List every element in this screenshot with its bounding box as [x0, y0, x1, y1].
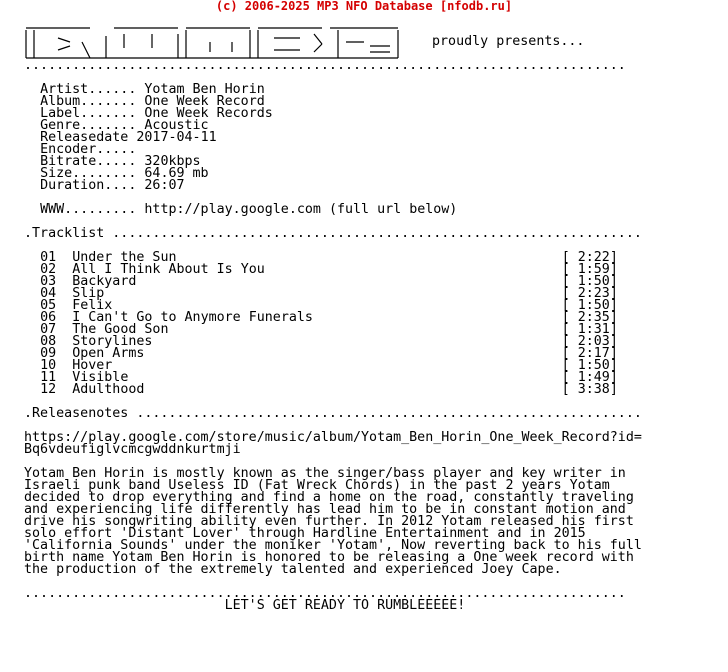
releasenotes-line: birth name Yotam Ben Horin is honored to be releasing a One week record with	[24, 550, 634, 565]
release-url-line-2: Bq6vdeufiglvcmcgwddnkurtmji	[24, 442, 241, 457]
track-duration: [ 1:59]	[561, 262, 618, 277]
releasenotes-body	[24, 468, 642, 576]
track-number: 01	[40, 250, 57, 265]
divider-bottom: ...........................................................................	[24, 586, 626, 601]
album-value: One Week Record	[144, 94, 265, 109]
track-number: 04	[40, 286, 57, 301]
track-duration: [ 3:38]	[561, 382, 618, 397]
track-title: Open Arms	[72, 346, 145, 361]
releasenotes-line: decided to drop everything and find a home on the road, constantly traveling	[24, 490, 634, 505]
duration-value: 26:07	[144, 178, 185, 193]
releasedate-label: Releasedate	[40, 130, 129, 145]
track-duration: [ 1:49]	[561, 370, 618, 385]
track-number: 12	[40, 382, 57, 397]
track-number: 06	[40, 310, 57, 325]
track-duration: [ 1:50]	[561, 274, 618, 289]
size-label: Size........	[40, 166, 137, 181]
track-title: Storylines	[72, 334, 153, 349]
track-duration: [ 2:17]	[561, 346, 618, 361]
track-duration: [ 1:50]	[561, 358, 618, 373]
www-label: WWW.........	[40, 202, 137, 217]
encoder-label: Encoder.....	[40, 142, 137, 157]
bitrate-label: Bitrate.....	[40, 154, 137, 169]
divider-top: ...........................................................................	[24, 58, 626, 73]
label-label: Label.......	[40, 106, 137, 121]
www-value: http://play.google.com (full url below)	[144, 202, 458, 217]
proudly-presents-text: proudly presents...	[432, 34, 585, 49]
releasedate-value: 2017-04-11	[136, 130, 217, 145]
track-duration: [ 2:03]	[561, 334, 618, 349]
releasenotes-line: and experiencing life differently has lead him to be in constant motion and	[24, 502, 626, 517]
www-row	[24, 204, 642, 216]
track-number: 07	[40, 322, 57, 337]
track-duration: [ 1:50]	[561, 298, 618, 313]
artist-label: Artist......	[40, 82, 137, 97]
track-title: All I Think About Is You	[72, 262, 265, 277]
track-duration: [ 2:23]	[561, 286, 618, 301]
track-number: 11	[40, 370, 57, 385]
size-value: 64.69 mb	[144, 166, 209, 181]
releasenotes-line: Yotam Ben Horin is mostly known as the singer/bass player and key writer in	[24, 466, 626, 481]
duration-row	[24, 180, 642, 192]
release-url-line-1: https://play.google.com/store/music/album/Yotam_Ben_Horin_One_Week_Record?id=	[24, 430, 642, 445]
genre-value: Acoustic	[144, 118, 209, 133]
duration-label: Duration....	[40, 178, 137, 193]
track-title: Slip	[72, 286, 105, 301]
track-number: 09	[40, 346, 57, 361]
copyright-header: (c) 2006-2025 MP3 NFO Database [nfodb.ru]	[215, 0, 513, 13]
track-duration: [ 2:22]	[561, 250, 618, 265]
nfo-body	[24, 12, 642, 612]
track-duration: [ 2:35]	[561, 310, 618, 325]
track-title: Visible	[72, 370, 129, 385]
releasenotes-line: the production of the extremely talented and experienced Joey Cape.	[24, 562, 562, 577]
releasenotes-line: Israeli punk band Useless ID (Fat Wreck Chords) in the past 2 years Yotam	[24, 478, 610, 493]
closing-line	[24, 600, 642, 612]
track-number: 08	[40, 334, 57, 349]
label-value: One Week Records	[144, 106, 273, 121]
releasenotes-heading: .Releasenotes ...............................................................	[24, 406, 642, 421]
genre-label: Genre.......	[40, 118, 137, 133]
track-title: Under the Sun	[72, 250, 177, 265]
track-title: Adulthood	[72, 382, 145, 397]
track-number: 05	[40, 298, 57, 313]
track-title: Felix	[72, 298, 113, 313]
releasenotes-line: 'California Sounds' under the moniker 'Yotam', Now reverting back to his full	[24, 538, 642, 553]
track-number: 02	[40, 262, 57, 277]
track-number: 03	[40, 274, 57, 289]
track-row	[24, 384, 642, 396]
closing-text: LET'S GET READY TO RUMBLEEEEE!	[224, 598, 466, 613]
tracklist-heading: .Tracklist ..................................................................	[24, 226, 642, 241]
track-number: 10	[40, 358, 57, 373]
releasenotes-line: solo effort 'Distant Lover' through Hardline Entertainment and in 2015	[24, 526, 586, 541]
track-title: I Can't Go to Anymore Funerals	[72, 310, 313, 325]
track-title: The Good Son	[72, 322, 169, 337]
releasenotes-line: drive his songwriting ability even further. In 2012 Yotam released his first	[24, 514, 634, 529]
track-title: Hover	[72, 358, 113, 373]
album-label: Album.......	[40, 94, 137, 109]
tracklist	[24, 252, 642, 396]
track-duration: [ 1:31]	[561, 322, 618, 337]
track-title: Backyard	[72, 274, 137, 289]
bitrate-value: 320kbps	[144, 154, 201, 169]
artist-value: Yotam Ben Horin	[144, 82, 265, 97]
